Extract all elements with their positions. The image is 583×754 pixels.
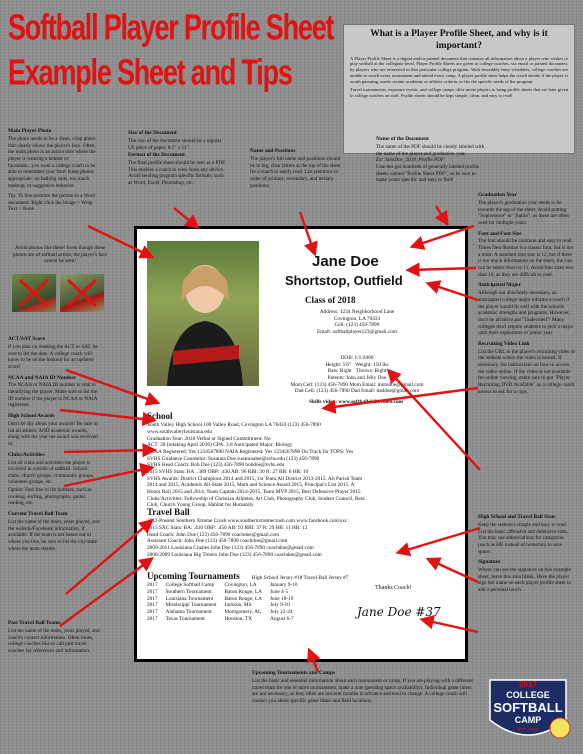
school-line: www.southvalleylouisiana.edu: [147, 429, 212, 435]
event-cell: August 6-7: [270, 615, 294, 622]
arrow-past-teams: [60, 560, 150, 626]
school-line: Graduation Year: 2018 Verbal or Signed Commitment: No: [147, 435, 271, 442]
arrow-upcoming: [310, 652, 318, 672]
note-heading: Main Player Photo: [8, 128, 52, 134]
arrow-awards: [64, 450, 152, 452]
arrow-current-team: [66, 522, 150, 594]
player-class: Class of 2018: [305, 295, 356, 305]
school-line: SVHS Awards: District Champions 2014 and 2015, 1st Team All District 2013-2015, All Parish Team: [147, 475, 363, 482]
player-positions: Shortstop, Outfield: [285, 273, 403, 288]
event-cell: Baton Rouge, LA: [224, 595, 262, 602]
note-heading: Upcoming Tournaments and Camps: [252, 670, 336, 676]
school-line: Honor Roll 2015 and 2014, Team Captain 2014-2015, Team MVP 2015, Best Defensive Player 2015: [147, 489, 361, 496]
travel-line: Assistant Coach: John Doe (123) 456-7890 coachdoe@gmail.com: [147, 538, 288, 545]
travel-heading: Travel Ball: [147, 507, 190, 517]
note-text: The name of the PDF should be clearly labeled with the name of the player and graduation year.: [376, 143, 485, 157]
what-is-para2: Travel tournaments, exposure events, and college camps offer invite players to bring profile sheets that are later given to college coaches on staff. Profile sheets should be kept simple, clean, and easy to read!: [350, 87, 568, 99]
note-heading: High School Awards: [8, 413, 55, 420]
arrow-font-size: [430, 284, 478, 300]
note-tip: Tip: To line position the picture in a Word document: Right click the image > Wrap Text > None.: [8, 193, 96, 213]
travel-line: 2009-2011 Louisiana Crazies John Doe (123) 456-7890 coachdoe@gmail.com: [147, 545, 314, 552]
note-text: List the basic and essential information about each tournament or camp. If you are playing with a different travel team for one or more tournaments, make a note (pending space availability). Individual game times are not necessary, as they often are not sent months in advance and tend to change. A college coach will contact you about specific game times and field locations.: [252, 677, 473, 704]
note-text: The font should be common and easy to read. Times New Roman is a classic font, but is not a must. A standard font size is 12, but if there is too much information on the sheet, the size can be taken down to 11. Avoid font sizes less than 10, as they are difficult to read.: [478, 238, 574, 278]
travel-line: Head Coach: John Doe (123) 456-7890 coachdoe@gmail.com: [147, 531, 280, 538]
event-cell: 2017: [147, 602, 158, 609]
event-cell: Montgomery, AL: [224, 609, 262, 616]
note-text: List the URL to the player's recruiting video or the website where the video is hosted. If necessary, list instructions on how to access the video online. If the video is not available for online viewing, make sure to put "Player Recruiting DVD Available" so a college coach knows to ask for a copy.: [478, 348, 576, 395]
parents: Parents: John and Jelly Doe: [327, 375, 387, 382]
note-text: Where you see the signature on this example sheet, leave this area blank. Have the player sign her name on each player profile sheet to add a personal touch.: [478, 567, 572, 594]
throws: Throws: Right: [355, 368, 387, 375]
logo-line1: COLLEGE: [506, 690, 550, 700]
player-signature: Jane Doe #37: [357, 605, 441, 619]
email-line: Email: softballplayer123@gmail.com: [317, 329, 397, 336]
arrow-stats: [400, 528, 480, 552]
note-heading: Current Travel Ball Team: [8, 511, 68, 518]
school-line: Clubs/Activities: Fellowship of Christian Athletes, Art Club, Photography Club, Student Council, Beta: [147, 495, 365, 502]
note-heading: High School and Travel Ball Stats: [478, 514, 556, 520]
event-cell: 2017: [147, 595, 158, 602]
arrow-font: [410, 268, 476, 270]
note-heading: Name and Positions: [250, 148, 296, 154]
school-heading: School: [147, 411, 173, 421]
logo-line2: SOFTBALL: [493, 700, 563, 715]
event-cell: Southern Tournament: [165, 589, 212, 595]
note-text: List all clubs and activities the player is involved in outside of softball. School clubs, church groups, community groups, volunteer groups, etc.: [8, 459, 95, 486]
school-line: NCAA Registered: Yes 1234567890 NAIA Registered: Yes 1234567890 On Track for TOPS: Yes: [147, 449, 354, 456]
event-cell: January 9-10: [270, 582, 298, 589]
event-cell: Louisiana Tournament: [165, 595, 214, 602]
event-cell: June 4-5: [270, 589, 289, 595]
note-example: Ex: JaneDoe_2018_Profile.PDF: [376, 157, 445, 164]
note-heading: Past Travel Ball Teams: [8, 620, 61, 626]
event-cell: Mississippi Tournament: [165, 602, 217, 609]
event-cell: 2017: [147, 582, 158, 589]
address-line: Address: 1234 Neighborhood Lane: [319, 309, 395, 315]
logo-line3: CAMP: [514, 715, 542, 725]
school-line: SVHS Head Coach: Bob Doe (123) 456-7890 bobdoe@svhs.edu: [147, 462, 285, 469]
event-cell: 2017: [147, 589, 158, 595]
event-cell: Alabama Tournament: [165, 609, 212, 616]
what-is-para1: A Player Profile Sheet is a digital and/or printed document that contains all information about a player who wishes to play softball at the collegiate level. Player Profile Sheets are given to college coaches, via email or printed document, by players who are interested in that particular college program. With incredibly busy schedules, college coaches are unable to watch every tournament and attend every camp. A player profile sheet helps the coach decide if the player is worth pursuing, meets certain academic or athletic criteria, or fits the specific needs of the program.: [350, 55, 568, 84]
note-text: Although not absolutely necessary, an anticipated college major informs a coach if the player would fit well with the schools academic strengths and programs. However, don't be afraid to put "Undecided"! Many colleges don't require students to pick a major until their sophomore or junior year.: [478, 290, 574, 337]
note-heading: Recruiting Video Link: [478, 340, 530, 347]
address-line: Covington, LA 70433: [333, 315, 381, 322]
event-cell: College Softball Camp: [165, 582, 215, 589]
arrow-main-photo: [88, 226, 150, 256]
note-text: List the name of the team, years played, and the website/Facebook information, if available. If the team is not based out of where you live, be sure to list the city/state where the team resides.: [8, 519, 100, 552]
logo-since: EST. 2000: [517, 727, 539, 732]
event-cell: Jackson, MS: [224, 602, 252, 609]
weight: Weight: 150 lbs: [355, 361, 389, 368]
note-text: List the name of the team, years played, and coach's contact information. Often times, college coaches like to call past travel coaches for references and information.: [8, 627, 100, 654]
school-line: SVHS Guidance Counselor: Susanna Doe susannadoe@svhs.edu (123) 456-7890: [147, 455, 320, 462]
event-cell: July 9-10: [270, 602, 290, 609]
note-text: The NCAA or NAIA ID number is vital to identifying the player. Make sure to list the ID number if the player is NCAA or NAIA registered.: [8, 382, 98, 409]
school-line: 2015 SVHS Stats: BA: .389 OBP: .430 AB: 90 RBI: 30 R: 27 BB: 8 HR: 10: [147, 469, 309, 476]
mom-contact: Mom Cell: (123) 456-7890 Mom Email: momdoe@gmail.com: [290, 381, 424, 388]
arrow-stats-2: [430, 560, 478, 582]
note-avoid-photos: Avoid photos like these! Even though these photos are of softball action, the player's face cannot be seen!: [13, 245, 107, 265]
arrow-video: [390, 372, 480, 470]
arrow-act: [66, 370, 156, 402]
event-cell: Texas Tournament: [165, 615, 205, 622]
arrow-signature: [424, 620, 478, 632]
what-is-heading: What is a Player Profile Sheet, and why is it important?: [370, 29, 548, 51]
note-text: The final profile sheet should be sent as a PDF. This enables a coach to view from any device. Avoid sending program specific formats, such as Word, Excel, Photoshop, etc.: [128, 160, 226, 187]
note-option: Option: Feel free to list hobbies, such as cooking, surfing, photography, guitar, reading, etc.: [8, 487, 92, 507]
note-text: The photo needs to be a clean, crisp photo that clearly shows the player's face. Often, the main photo is an action shot where the player is wearing a helmet or facemask...you want a college coach to be able to remember your face! Keep photos appropriate: no bathing suits, too much makeup, or suggestive behavior.: [8, 135, 96, 189]
dob: DOB: 1/1/2000: [340, 355, 374, 361]
page-title-line2: Example Sheet and Tips: [8, 52, 292, 93]
upcoming-heading: Upcoming Tournaments: [147, 571, 240, 581]
event-cell: Baton Rouge, LA: [224, 589, 262, 595]
logo-year: 2017: [519, 680, 537, 689]
note-text: Don't be shy about your awards! Be sure to list all athletic AND academic awards, along with the year the award was received in.: [8, 420, 98, 447]
event-cell: July 23-24: [270, 609, 293, 616]
travel-line: 2015 SXC Stats: BA: .410 OBP: .450 AB: 93 RBI: 37 R: 29 BB: 11 HR: 12: [147, 525, 308, 531]
school-line: South Valley High School 100 Valley Road, Covington LA 70433 (123) 456-7890: [147, 422, 321, 429]
note-text: Coaches get hundreds of generally labeled profile sheets named "Profile Sheet.PDF", so be sure to make yours specific and easy to find!: [376, 163, 480, 184]
arrow-size-doc: [174, 208, 196, 226]
school-line: ACT: 28 (retaking April 2016) GPA: 3.8 Anticipated Major: Biology: [147, 442, 293, 449]
note-heading: Size of the Document: [128, 130, 177, 136]
arrow-name-positions: [300, 212, 314, 252]
note-text: The player's graduation year needs to be towards the top of the sheet. Avoid putting "Sophomore" or "Junior", as these are often used for multiple years.: [478, 199, 569, 226]
event-cell: Covington, LA: [224, 582, 257, 589]
arrow-ncaa: [60, 410, 152, 420]
note-text: Keep the statistics simple and easy to read. List the basic offensive and defensive stats. You may use abbreviations for categories (such as HR instead of homerun) to save space.: [478, 521, 568, 555]
note-heading: Signature: [478, 559, 501, 566]
note-heading: Clubs/Activities: [8, 451, 45, 458]
school-line: 2014 and 2015, Academic All-State 2015, Math and Science Award 2015, Principal's List 2015, A: [147, 482, 355, 489]
event-cell: 2017: [147, 615, 158, 622]
note-heading: Name of the Document: [376, 136, 429, 142]
player-name: Jane Doe: [312, 253, 379, 270]
page-title-line1: Softball Player Profile Sheet: [8, 7, 334, 48]
note-text: If you plan on retaking the ACT or SAT, be sure to list the date. A college coach will know to be on the lookout for an updated score!: [8, 343, 98, 370]
dad-contact: Dad Cell: (123) 456-7890 Dad Email: daddoe@gmail.com: [294, 388, 420, 395]
note-heading: Format of the Document: [128, 152, 185, 159]
event-cell: Houston, TX: [224, 615, 253, 622]
arrow-grad-year: [414, 226, 474, 246]
arrow-major: [326, 388, 478, 408]
arrow-name-doc: [436, 206, 446, 222]
note-heading: Font and Font Size: [478, 230, 522, 237]
jersey-numbers: High School Jersey #18 Travel Ball Jersey #7: [251, 575, 349, 581]
note-heading: Anticipated Major: [478, 282, 521, 289]
arrow-clubs: [64, 468, 150, 486]
cell-line: Cell: (123) 456-7890: [334, 322, 380, 329]
thanks-note: Thanks Coach!: [375, 585, 412, 591]
event-cell: June 18-19: [270, 595, 294, 602]
bats: Bats: Right: [327, 368, 352, 375]
skills-video: Skills video: www.softballskillsvideo.com: [309, 399, 404, 405]
note-heading: ACT/SAT Score: [8, 336, 45, 342]
event-cell: 2017: [147, 609, 158, 616]
school-line: Club, Church Young Group, Habitat for Humanity: [147, 502, 254, 509]
note-heading: NCAA and NAIA ID Number: [8, 374, 76, 381]
height: Height: 5'6": [325, 361, 352, 368]
travel-line: 2008-2009 Louisiana Big Timers John Doe (123) 456-7890 coachdoe@gmail.com: [147, 551, 322, 558]
note-heading: Graduation Year: [478, 192, 517, 198]
note-text: The size of the document should be a regular US piece of paper, 8.5" x 11".: [128, 137, 222, 151]
travel-line: 2011-Present Southern Xtreme Crush www.southernxtremecrush.com www.facebook.com/sxc: [147, 518, 348, 525]
note-text: The player's full name and positions should be in big, clear letters at the top of the sheet for a coach to easily read. List positions in order of primary, secondary, and tertiary positions.: [250, 155, 341, 189]
